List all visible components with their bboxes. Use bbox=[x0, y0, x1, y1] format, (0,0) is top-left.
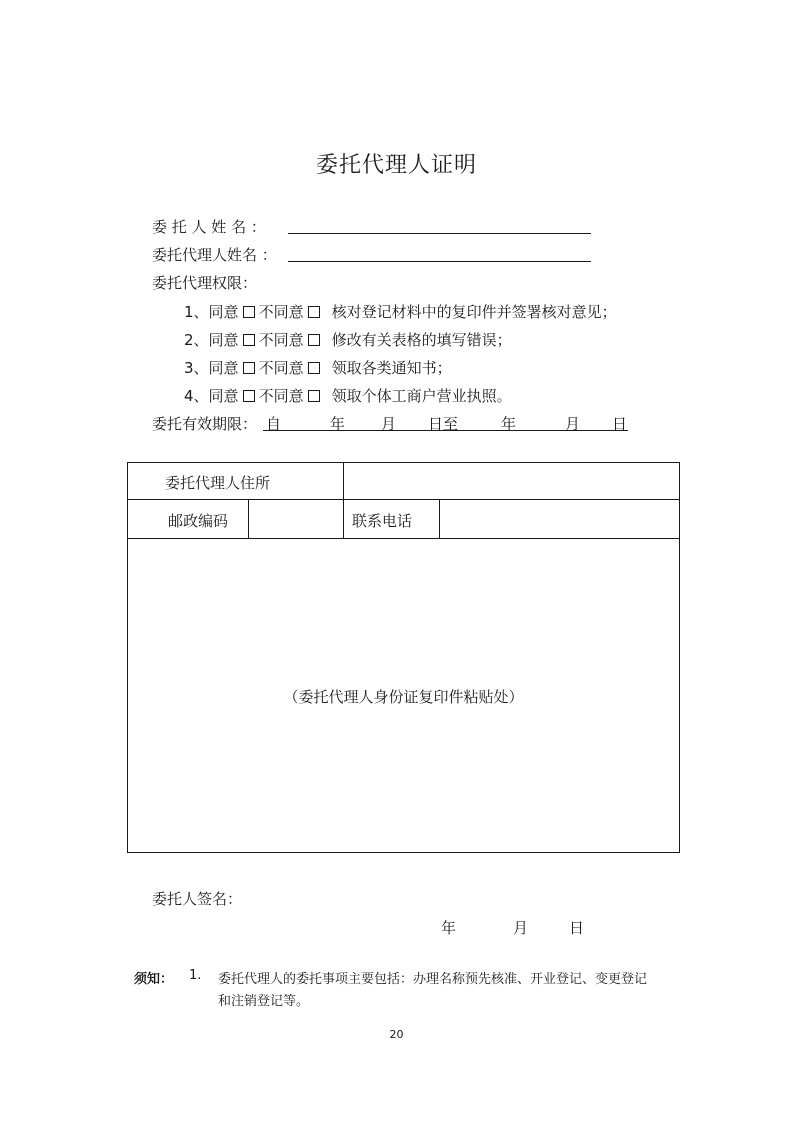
authority-item-number: 2、 bbox=[184, 331, 209, 349]
signature-label: 委托人签名： bbox=[152, 890, 243, 908]
notice-line-1: 委托代理人的委托事项主要包括：办理名称预先核准、开业登记、变更登记 bbox=[218, 972, 648, 987]
table-col-divider bbox=[439, 499, 440, 538]
disagree-label: 不同意 bbox=[258, 387, 304, 405]
phone-label: 联系电话 bbox=[352, 512, 413, 530]
signature-month: 月 bbox=[513, 919, 529, 937]
table-col-divider bbox=[248, 499, 249, 538]
validity-year1: 年 bbox=[330, 415, 346, 433]
postal-code-label: 邮政编码 bbox=[168, 512, 229, 530]
authority-item-text: 领取各类通知书； bbox=[331, 359, 452, 377]
agree-label: 同意 bbox=[208, 387, 239, 405]
authority-item-text: 核对登记材料中的复印件并签署核对意见； bbox=[331, 303, 617, 321]
authority-item-number: 1、 bbox=[184, 303, 209, 321]
principal-name-label: 委 托 人 姓 名 ： bbox=[152, 218, 266, 236]
authority-item bbox=[184, 357, 452, 378]
table-row-divider bbox=[127, 499, 680, 500]
principal-name-field[interactable] bbox=[288, 233, 591, 234]
agent-name-label: 委托代理人姓名 ： bbox=[152, 246, 277, 264]
agree-label: 同意 bbox=[208, 359, 239, 377]
agree-checkbox[interactable] bbox=[243, 390, 255, 402]
phone-cell[interactable] bbox=[441, 501, 678, 537]
postal-code-cell[interactable] bbox=[250, 501, 341, 537]
agree-checkbox[interactable] bbox=[243, 306, 255, 318]
agree-checkbox[interactable] bbox=[243, 362, 255, 374]
disagree-checkbox[interactable] bbox=[308, 390, 320, 402]
authority-item-number: 4、 bbox=[184, 387, 209, 405]
validity-day-to: 日至 bbox=[428, 415, 459, 433]
notice-line-2: 和注销登记等。 bbox=[218, 994, 310, 1009]
validity-day2: 日 bbox=[612, 415, 628, 433]
agree-label: 同意 bbox=[208, 303, 239, 321]
notice-label: 须知： bbox=[134, 972, 174, 987]
id-copy-placeholder: （委托代理人身份证复印件粘贴处） bbox=[283, 688, 524, 706]
disagree-label: 不同意 bbox=[258, 359, 304, 377]
validity-label: 委托有效期限： bbox=[152, 415, 258, 433]
page-title: 委托代理人证明 bbox=[315, 153, 477, 178]
authority-item bbox=[184, 301, 617, 322]
signature-field[interactable] bbox=[250, 884, 550, 908]
authority-item-text: 修改有关表格的填写错误； bbox=[331, 331, 512, 349]
table-col-divider bbox=[343, 462, 344, 538]
signature-day: 日 bbox=[569, 919, 585, 937]
validity-month1: 月 bbox=[381, 415, 397, 433]
page-number: 20 bbox=[389, 1028, 404, 1041]
agent-address-label: 委托代理人住所 bbox=[165, 474, 271, 492]
validity-month2: 月 bbox=[565, 415, 581, 433]
agent-address-cell[interactable] bbox=[345, 464, 678, 498]
disagree-checkbox[interactable] bbox=[308, 362, 320, 374]
authority-item-text: 领取个体工商户营业执照。 bbox=[331, 387, 512, 405]
authority-item bbox=[184, 385, 512, 406]
disagree-label: 不同意 bbox=[258, 303, 304, 321]
agree-label: 同意 bbox=[208, 331, 239, 349]
disagree-label: 不同意 bbox=[258, 331, 304, 349]
agent-name-field[interactable] bbox=[288, 261, 591, 262]
authority-label: 委托代理权限： bbox=[152, 274, 258, 292]
disagree-checkbox[interactable] bbox=[308, 334, 320, 346]
authority-item bbox=[184, 329, 512, 350]
table-row-divider bbox=[127, 538, 680, 539]
validity-from: 自 bbox=[266, 415, 282, 433]
agree-checkbox[interactable] bbox=[243, 334, 255, 346]
validity-year2: 年 bbox=[501, 415, 517, 433]
authority-item-number: 3、 bbox=[184, 359, 209, 377]
disagree-checkbox[interactable] bbox=[308, 306, 320, 318]
signature-year: 年 bbox=[441, 919, 457, 937]
notice-number: 1. bbox=[189, 968, 202, 983]
